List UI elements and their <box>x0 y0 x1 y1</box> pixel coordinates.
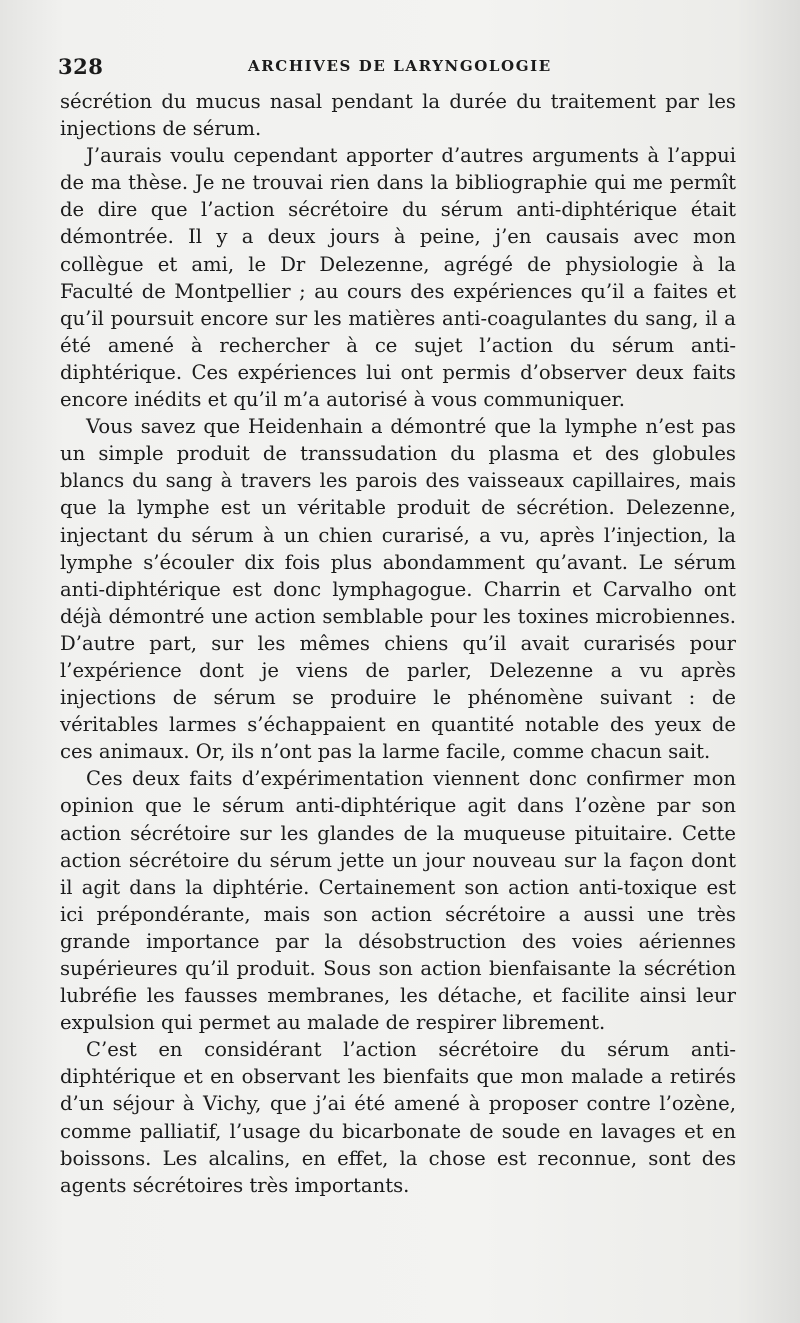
paragraph-continued: sécrétion du mucus nasal pendant la durée du traitement par les injections de sérum. <box>60 90 736 141</box>
paragraph: Vous savez que Heidenhain a démontré que la lymphe n’est pas un simple produit de transsudation du plasma et des globules blancs du sang à travers les parois des vaisseaux capillaires, mais que la lymphe est un véritable produit de sécrétion. Delezenne, injectant du sérum à un chien curarisé, a vu, après l’injection, la lymphe s’écouler dix fois plus abondamment qu’avant. Le sérum anti-diphtérique est donc lymphagogue. Charrin et Carvalho ont déjà démontré une action semblable pour les toxines microbiennes. D’autre part, sur les mêmes chiens qu’il avait curarisés pour l’expérience dont je viens de parler, Delezenne a vu après injections de sérum se produire le phénomène suivant : de véritables larmes s’échappaient en quantité notable des yeux de ces animaux. Or, ils n’ont pas la larme facile, comme chacun sait. <box>60 415 736 764</box>
page-header <box>58 54 758 86</box>
body-text <box>60 88 736 1199</box>
page-number: 328 <box>58 54 104 79</box>
paragraph: Ces deux faits d’expérimentation viennent donc confirmer mon opinion que le sérum anti-diphtérique agit dans l’ozène par son action sécrétoire sur les glandes de la muqueuse pituitaire. Cette action sécrétoire du sérum jette un jour nouveau sur la façon dont il agit dans la diphtérie. Certainement son action anti-toxique est ici prépondérante, mais son action sécrétoire a aussi une très grande importance par la désobstruction des voies aériennes supérieures qu’il produit. Sous son action bienfaisante la sécrétion lubréfie les fausses membranes, les détache, et facilite ainsi leur expulsion qui permet au malade de respirer librement. <box>60 767 736 1035</box>
running-title: ARCHIVES DE LARYNGOLOGIE <box>248 57 552 75</box>
paragraph: J’aurais voulu cependant apporter d’autres arguments à l’appui de ma thèse. Je ne trouvai rien dans la bibliographie qui me permît de dire que l’action sécrétoire du sérum anti-diphtérique était démontrée. Il y a deux jours à peine, j’en causais avec mon collègue et ami, le Dr Delezenne, agrégé de physiologie à la Faculté de Montpellier ; au cours des expériences qu’il a faites et qu’il poursuit encore sur les matières anti-coagulantes du sang, il a été amené à rechercher à ce sujet l’action du sérum anti-diphtérique. Ces expériences lui ont permis d’observer deux faits encore inédits et qu’il m’a autorisé à vous communiquer. <box>60 144 736 412</box>
paragraph: C’est en considérant l’action sécrétoire du sérum anti-diphtérique et en observant les bienfaits que mon malade a retirés d’un séjour à Vichy, que j’ai été amené à proposer contre l’ozène, comme palliatif, l’usage du bicarbonate de soude en lavages et en boissons. Les alcalins, en effet, la chose est reconnue, sont des agents sécrétoires très importants. <box>60 1038 736 1197</box>
